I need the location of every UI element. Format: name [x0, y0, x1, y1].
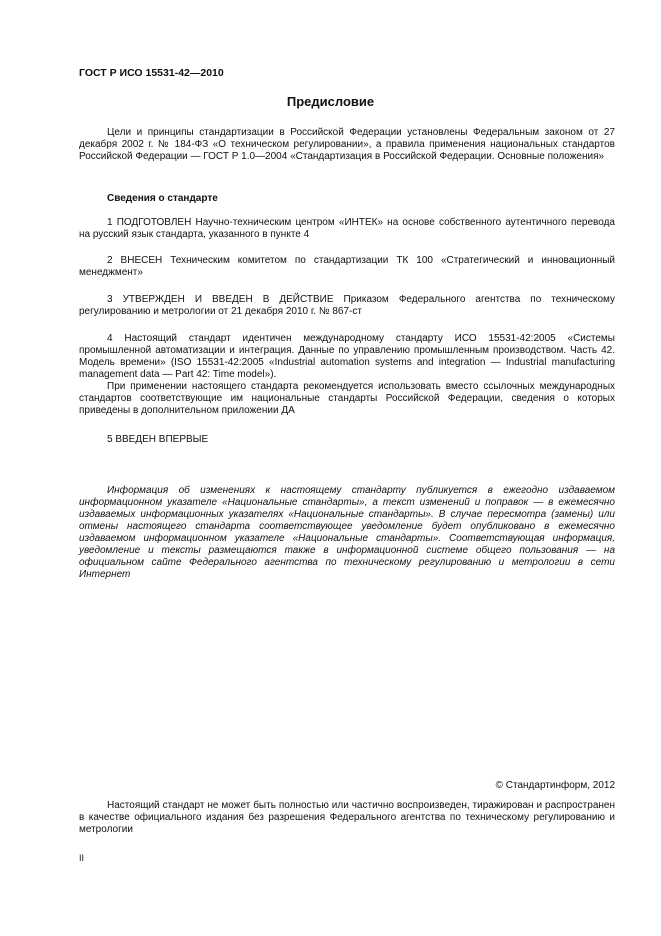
notice-paragraph: Информация об изменениях к настоящему стандарту публикуется в ежегодно издаваемом информационном указателе «Национальные стандарты», а текст изменений и поправок — в ежемесячно издаваемых информационных указателях «Национальные стандарты». В случае пересмотра (замены) или отмены настоящего стандарта соответствующее уведомление будет опубликовано в ежемесячно издаваемом информационном указателе «Национальные стандарты». Соответствующая информация, уведомление и тексты размещаются также в информационной системе общего пользования — на официальном сайте Федерального агентства по техническому регулированию и метрологии в сети Интернет [79, 485, 615, 580]
item-4: 4 Настоящий стандарт идентичен международному стандарту ИСО 15531-42:2005 «Системы промышленной автоматизации и интеграция. Данные по управлению промышленным производством. Часть 42. Модель времени» (ISO 15531-42:2005 «Industrial automation systems and integration — Industrial manufacturing management data — Part 42: Time model»). [79, 333, 615, 380]
subheading-block [79, 193, 615, 205]
page-number: II [79, 853, 85, 863]
item-1-block [79, 217, 615, 241]
intro-paragraph: Цели и принципы стандартизации в Российской Федерации установлены Федеральным законом от 27 декабря 2002 г. № 184-ФЗ «О техническом регулировании», а правила применения национальных стандартов Российской Федерации — ГОСТ Р 1.0—2004 «Стандартизация в Российской Федерации. Основные положения» [79, 127, 615, 162]
item-5: 5 ВВЕДЕН ВПЕРВЫЕ [107, 434, 209, 445]
item-3: 3 УТВЕРЖДЕН И ВВЕДЕН В ДЕЙСТВИЕ Приказом Федерального агентства по техническому регулированию и метрологии от 21 декабря 2010 г. № 867-ст [79, 294, 615, 317]
copyright: © Стандартинформ, 2012 [495, 780, 615, 791]
subheading: Сведения о стандарте [107, 193, 218, 204]
item-2: 2 ВНЕСЕН Техническим комитетом по стандартизации ТК 100 «Стратегический и инновационный менеджмент» [79, 255, 615, 278]
notice-block [79, 485, 615, 581]
item-2-block [79, 255, 615, 279]
item-4-block [79, 333, 615, 417]
item-1: 1 ПОДГОТОВЛЕН Научно-техническим центром «ИНТЕК» на основе собственного аутентичного перевода на русский язык стандарта, указанного в пункте 4 [79, 217, 615, 240]
reproduction-block [79, 800, 615, 836]
item-3-block [79, 294, 615, 318]
item-4-note: При применении настоящего стандарта рекомендуется использовать вместо ссылочных международных стандартов соответствующие им национальные стандарты Российской Федерации, сведения о которых приведены в дополнительном приложении ДА [79, 381, 615, 416]
document-code: ГОСТ Р ИСО 15531-42—2010 [79, 67, 224, 79]
item-5-block [79, 434, 615, 446]
page-title: Предисловие [286, 94, 375, 109]
intro-block [79, 127, 615, 163]
reproduction-paragraph: Настоящий стандарт не может быть полностью или частично воспроизведен, тиражирован и распространен в качестве официального издания без разрешения Федерального агентства по техническому регулированию и метрологии [79, 800, 615, 835]
